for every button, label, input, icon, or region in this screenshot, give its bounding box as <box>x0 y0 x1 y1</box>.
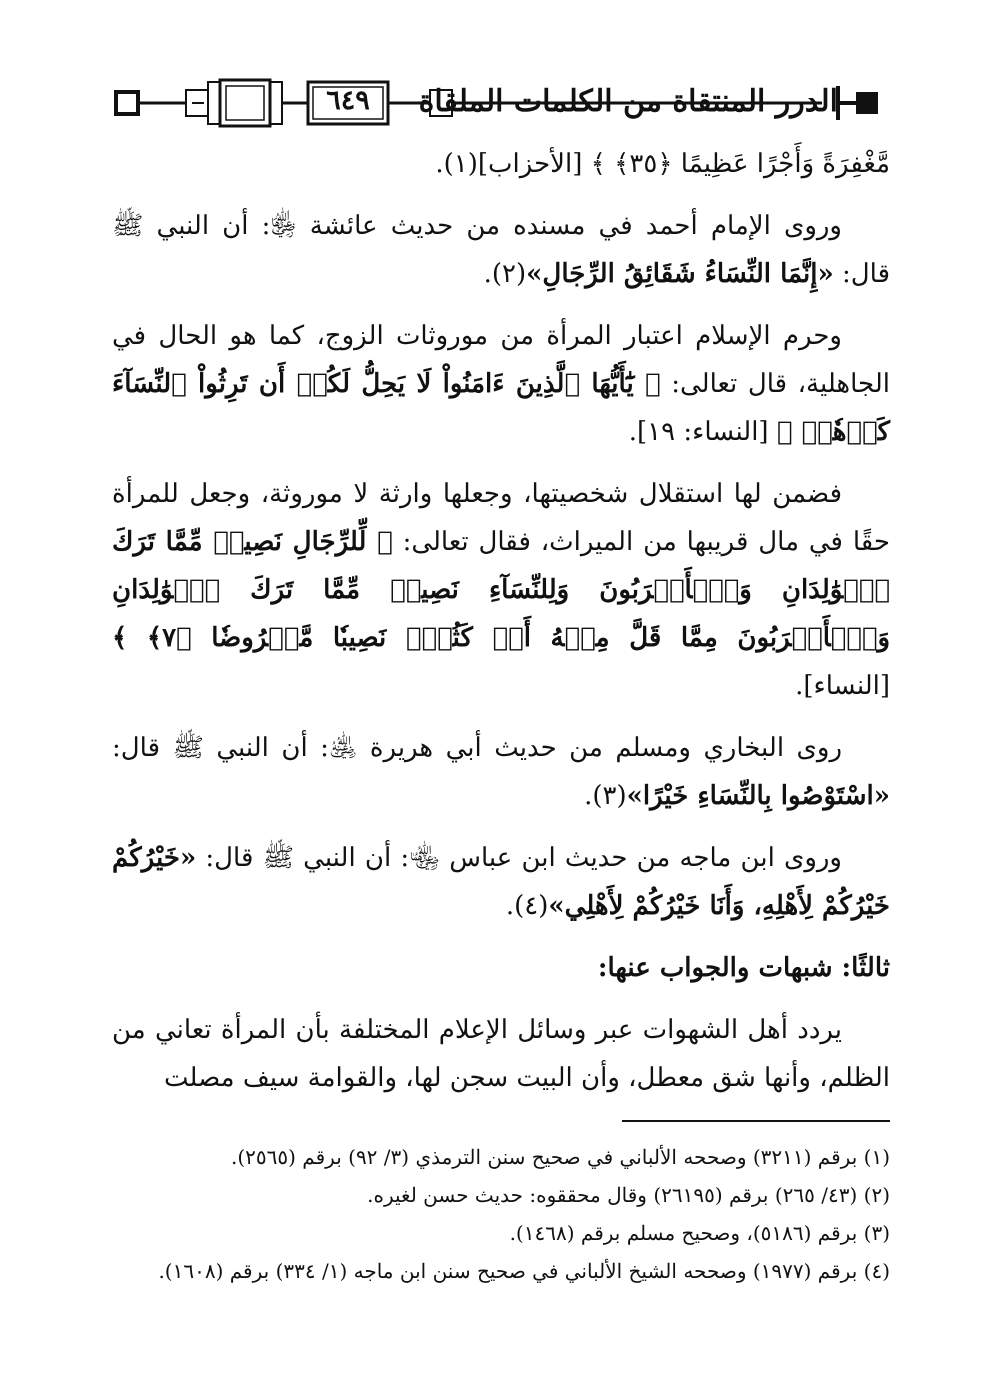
paragraph-ibn-abbas-hadith <box>112 834 890 930</box>
paragraph-quran-ending: مَّغْفِرَةً وَأَجْرًا عَظِيمًا ﴿٣٥﴾ ﴾ [الأحزاب](١). <box>435 149 890 179</box>
paragraph-text: وروى ابن ماجه من حديث ابن عباس ﵄: أن النبي ﷺ قال: <box>196 843 842 873</box>
hadith-quote: «خَيْرُكُمْ خَيْرُكُمْ لِأَهْلِهِ، وَأَنَا خَيْرُكُمْ لِأَهْلِي» <box>112 843 890 921</box>
paragraph-text: فضمن لها استقلال شخصيتها، وجعلها وارثة لا موروثة، وجعل للمرأة حقًا في مال قريبها من الميراث، فقال تعالى: <box>112 479 890 557</box>
footnote-1: (١) برقم (٣٢١١) وصححه الألباني في صحيح سنن الترمذي (٣/ ٩٢) برقم (٢٥٦٥). <box>231 1145 890 1169</box>
quran-verse: ﴿ لِّلرِّجَالِ نَصِيبٞ مِّمَّا تَرَكَ ٱلۡوَٰلِدَانِ وَٱلۡأَقۡرَبُونَ وَلِلنِّسَآءِ نَصِيبٞ مِّمَّا تَرَكَ ٱلۡوَٰلِدَانِ وَٱلۡأَقۡرَبُونَ مِمَّا قَلَّ مِنۡهُ أَوۡ كَثُرَۚ نَصِيبٗا مَّفۡرُوضٗا ﴿٧﴾ ﴾ <box>112 527 890 653</box>
paragraph-inheritance-share <box>112 470 890 710</box>
quran-verse: ﴿ يَٰٓأَيُّهَا ٱلَّذِينَ ءَامَنُواْ لَا يَحِلُّ لَكُمۡ أَن تَرِثُواْ ٱلنِّسَآءَ كَرۡهٗاۖ ﴾ <box>112 369 890 447</box>
footnote-2: (٢) (٤٣/ ٢٦٥) برقم (٢٦١٩٥) وقال محققوه: حديث حسن لغيره. <box>367 1183 890 1207</box>
verse-reference: [النساء: ١٩]. <box>628 417 777 447</box>
paragraph-inheritance-prohibition <box>112 312 890 456</box>
paragraph-aisha-hadith <box>112 202 890 298</box>
paragraph-doubts: يردد أهل الشهوات عبر وسائل الإعلام المختلفة بأن المرأة تعاني من الظلم، وأنها شق معطل، وأن البيت سجن لها، والقوامة سيف مصلت <box>112 1015 890 1093</box>
footnote-ref: (٤). <box>505 891 549 921</box>
footnote-4: (٤) برقم (١٩٧٧) وصححه الشيخ الألباني في صحيح سنن ابن ماجه (١/ ٣٣٤) برقم (١٦٠٨). <box>158 1259 890 1283</box>
page-header <box>112 78 890 128</box>
page-number: ٦٤٩ <box>326 85 370 116</box>
footnotes <box>112 1138 890 1290</box>
paragraph-text: وحرم الإسلام اعتبار المرأة من موروثات الزوج، كما هو الحال في الجاهلية، قال تعالى: <box>112 321 890 399</box>
book-title: الدرر المنتقاة من الكلمات الملقاة <box>418 84 838 119</box>
hadith-quote: «اسْتَوْصُوا بِالنِّسَاءِ خَيْرًا» <box>626 781 890 811</box>
paragraph-abu-hurairah-hadith <box>112 724 890 820</box>
paragraph-text: روى البخاري ومسلم من حديث أبي هريرة ﵁: أن النبي ﷺ قال: <box>112 733 842 763</box>
section-heading: ثالثًا: شبهات والجواب عنها: <box>597 953 890 983</box>
footnote-ref: (٢). <box>483 259 527 289</box>
footnote-ref: (٣). <box>584 781 627 811</box>
main-text <box>112 140 890 1116</box>
footnote-divider <box>622 1120 890 1122</box>
paragraph-text: وروى الإمام أحمد في مسنده من حديث عائشة ﵂: أن النبي ﷺ قال: <box>112 211 890 289</box>
verse-reference: [النساء]. <box>795 671 890 701</box>
footnote-3: (٣) برقم (٥١٨٦)، وصحيح مسلم برقم (١٤٦٨). <box>509 1221 890 1245</box>
hadith-quote: «إِنَّمَا النِّسَاءُ شَقَائِقُ الرِّجَالِ» <box>526 259 834 289</box>
